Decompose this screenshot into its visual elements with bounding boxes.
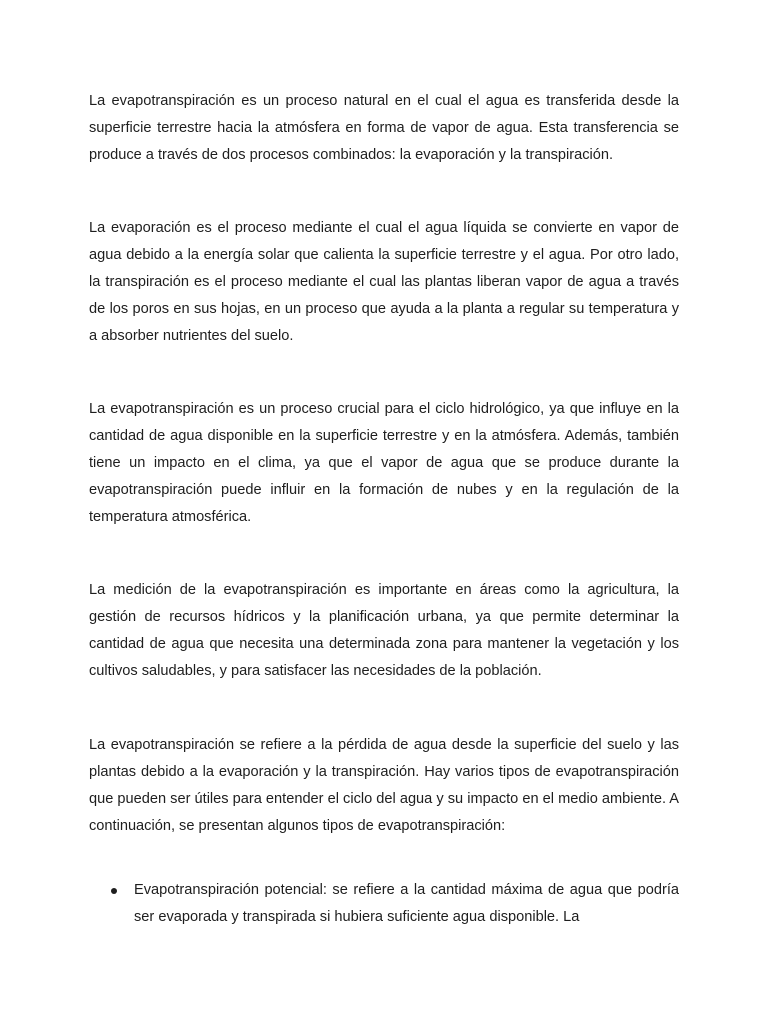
paragraph-1: La evapotranspiración es un proceso natural en el cual el agua es transferida desde la superficie terrestre hacia la atmósfera en forma de vapor de agua. Esta transferencia se produce a través de dos procesos combinados: la evaporación y la transpiración. <box>89 93 679 163</box>
paragraph-5: La evapotranspiración se refiere a la pérdida de agua desde la superficie del suelo y las plantas debido a la evaporación y la transpiración. Hay varios tipos de evapotranspiración que pueden ser útiles para entender el ciclo del agua y su impacto en el medio ambiente. A continuación, se presentan algunos tipos de evapotranspiración: <box>89 737 679 834</box>
list-item <box>89 877 679 931</box>
bullet-list <box>89 877 679 931</box>
paragraph-3: La evapotranspiración es un proceso crucial para el ciclo hidrológico, ya que influye en la cantidad de agua disponible en la superficie terrestre y en la atmósfera. Además, también tiene un impacto en el clima, ya que el vapor de agua que se produce durante la evapotranspiración puede influir en la formación de nubes y en la regulación de la temperatura atmosférica. <box>89 401 679 525</box>
paragraph-2: La evaporación es el proceso mediante el cual el agua líquida se convierte en vapor de agua debido a la energía solar que calienta la superficie terrestre y el agua. Por otro lado, la transpiración es el proceso mediante el cual las plantas liberan vapor de agua a través de los poros en sus hojas, en un proceso que ayuda a la planta a regular su temperatura y a absorber nutrientes del suelo. <box>89 220 679 344</box>
list-item-text: Evapotranspiración potencial: se refiere a la cantidad máxima de agua que podría ser evaporada y transpirada si hubiera suficiente agua disponible. La <box>134 882 679 925</box>
paragraph-4: La medición de la evapotranspiración es importante en áreas como la agricultura, la gestión de recursos hídricos y la planificación urbana, ya que permite determinar la cantidad de agua que necesita una determinada zona para mantener la vegetación y los cultivos saludables, y para satisfacer las necesidades de la población. <box>89 582 679 679</box>
bullet-icon <box>111 888 117 894</box>
